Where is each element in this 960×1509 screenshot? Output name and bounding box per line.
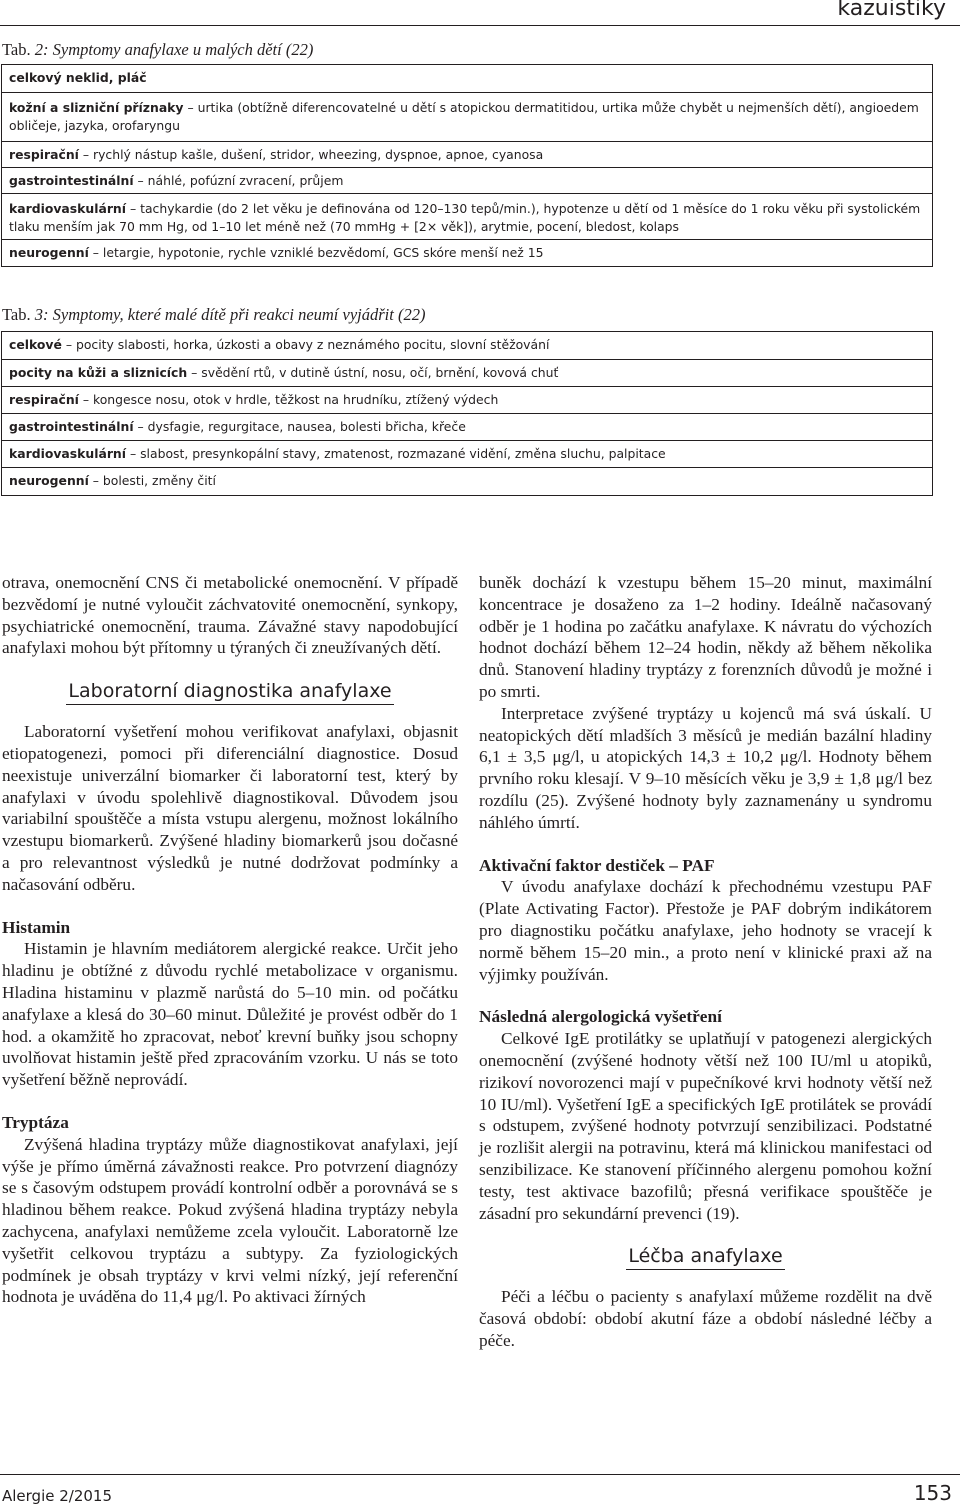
- lab-diagnostics-heading-text: Laboratorní diagnostika anafylaxe: [66, 680, 393, 705]
- table2: [1, 64, 933, 267]
- table3-row-key: gastrointestinální: [9, 419, 134, 434]
- table3-row: [2, 467, 932, 495]
- table2-row: [2, 193, 932, 239]
- table3-row: [2, 386, 932, 413]
- table3-row: [2, 413, 932, 440]
- table3-row-text: – bolesti, změny čití: [88, 473, 216, 488]
- table2-row: [2, 92, 932, 141]
- table3-row-text: – kongesce nosu, otok v hrdle, těžkost na hrudníku, ztížený výdech: [78, 392, 499, 407]
- allergology-heading: Následná alergologická vyšetření: [479, 1007, 722, 1027]
- tryptaza-interpretation-paragraph: Interpretace zvýšené tryptázy u kojenců má svá úskalí. U neatopických dětí mladších 3 měsíců je medián bazální hladiny 6,1 ± 3,5 μg/l, u atopických 14,3 ± 10,2 μg/l. Hodnoty během prvního roku klesají. V 9–10 měsících věku je 3,9 ± 1,8 μg/l bez rozdílu (25). Zvýšené hodnoty byly zaznamenány u syndromu náhlého úmrtí.: [479, 703, 932, 832]
- table3-row: [2, 440, 932, 467]
- table2-row: [2, 167, 932, 193]
- table3-row-key: kardiovaskulární: [9, 446, 127, 461]
- table3-row-key: respirační: [9, 392, 79, 407]
- table3-row-key: pocity na kůži a sliznicích: [9, 365, 188, 380]
- page-number: 153: [913, 1481, 952, 1505]
- table2-row-text: – urtika (obtížně diferencovatelné u dětí s atopickou dermatitidou, urtika může chybět u nejmenších dětí), angioedem obličeje, jazyka, orofaryngu: [9, 100, 919, 133]
- table2-caption: [2, 40, 313, 60]
- table3-row: [2, 359, 932, 386]
- table2-row-text: – letargie, hypotonie, rychle vzniklé bezvědomí, GCS skóre menší než 15: [88, 245, 544, 260]
- right-column: [479, 572, 932, 1352]
- table3-row-text: – pocity slabosti, horka, úzkosti a obavy z neznámého pocitu, slovní stěžování: [61, 337, 550, 352]
- table3: [1, 331, 933, 496]
- histamin-paragraph: Histamin je hlavním mediátorem alergické reakce. Určit jeho hladinu je obtížné z důvodu rychlé metabolizace v organismu. Hladina histaminu v plazmě narůstá do 5–10 min. od počátku anafylaxe a klesá do 30–60 minut. Důležité je provést odběr do 1 hod. a okamžitě ho zpracovat, neboť krevní buňky jsou schopny uvolňovat histamin ještě před zpracováním vzorku. U nás se toto vyšetření běžně neprovádí.: [2, 939, 458, 1090]
- table3-row-text: – dysfagie, regurgitace, nausea, bolesti břicha, křeče: [133, 419, 466, 434]
- table2-row-text: – rychlý nástup kašle, dušení, stridor, wheezing, dyspnoe, apnoe, cyanosa: [78, 147, 544, 162]
- tryptaza-heading: Tryptáza: [2, 1112, 69, 1132]
- tryptaza-paragraph: Zvýšená hladina tryptázy může diagnostikovat anafylaxi, její výše je přímo úměrná závažnosti reakce. Pro potvrzení diagnózy se s časovým odstupem provádí kontrolní odběr a porovnává se s hladinou během reakce. Pokud zvýšená hladina tryptázy nebyla zachycena, anafylaxi nemůžeme zcela vyloučit. Laboratorně lze vyšetřit celkovou tryptázu a subtypy. Za fyziologických podmínek je obsah tryptázy v krvi velmi nízký, její referenční hodnota je uváděna do 11,4 μg/l. Po aktivaci žírných: [2, 1134, 458, 1307]
- table2-row-key: gastrointestinální: [9, 173, 134, 188]
- left-column: [2, 572, 458, 1308]
- table3-row-text: – svědění rtů, v dutině ústní, nosu, očí, brnění, kovová chuť: [187, 365, 559, 380]
- table3-caption-text: 3: Symptomy, které malé dítě při reakci neumí vyjádřit (22): [30, 305, 426, 324]
- table3-row-key: celkové: [9, 337, 62, 352]
- table2-row: [2, 65, 932, 92]
- table2-row-key: kardiovaskulární: [9, 201, 127, 216]
- table2-row-key: celkový neklid, pláč: [9, 70, 147, 85]
- histamin-heading: Histamin: [2, 917, 71, 937]
- table3-caption-prefix: Tab.: [2, 305, 31, 324]
- table2-row-key: respirační: [9, 147, 79, 162]
- table3-row-text: – slabost, presynkopální stavy, zmatenost, rozmazané vidění, změna sluchu, palpitace: [126, 446, 666, 461]
- treatment-paragraph: Péči a léčbu o pacienty s anafylaxí můžeme rozdělit na dvě časová období: období akutní fáze a období následné léčby a péče.: [479, 1287, 932, 1350]
- tryptaza-continued-paragraph: buněk dochází k vzestupu během 15–20 minut, maximální koncentrace je dosaženo za 1–2 hodiny. Ideálně načasovaný odběr je 1 hodina po začátku anafylaxe. K návratu do výchozích hodnot dochází během 12–24 hodin, někdy až během několika dnů. Stanovení hladiny tryptázy z forenzních důvodů je možné i po smrti.: [479, 573, 932, 701]
- table2-row-key: neurogenní: [9, 245, 89, 260]
- header-rule: [0, 25, 960, 26]
- table2-row: [2, 239, 932, 266]
- table3-row-key: neurogenní: [9, 473, 89, 488]
- footer-rule: [0, 1474, 960, 1475]
- table2-row-key: kožní a slizniční příznaky: [9, 100, 184, 115]
- table2-row: [2, 141, 932, 167]
- lab-diagnostics-paragraph: Laboratorní vyšetření mohou verifikovat anafylaxi, objasnit etiopatogenezi, pomoci při diferenciální diagnostice. Dosud neexistuje univerzální biomarker či laboratorní test, který by anafylaxi v úvodu spolehlivě diagnostikoval. Důvodem jsou variabilní spouštěče a místa vstupu alergenu, možnost lokálního vzestupu biomarkerů. Zvýšené hladiny biomarkerů jsou dočasné a pro relevantnost výsledků je nutné dodržovat podmínky a načasování odběru.: [2, 722, 458, 894]
- paf-heading: Aktivační faktor destiček – PAF: [479, 855, 715, 875]
- lab-diagnostics-heading: [2, 679, 458, 703]
- table2-caption-prefix: Tab.: [2, 40, 31, 59]
- intro-paragraph: otrava, onemocnění CNS či metabolické onemocnění. V případě bezvědomí je nutné vyloučit záchvatovité onemocnění, synkopy, psychiatrické onemocnění, trauma. Závažné stavy napodobující anafylaxi mohou být přítomny u týraných či zneužívaných dětí.: [2, 573, 458, 658]
- table3-caption: [2, 305, 425, 325]
- treatment-heading-text: Léčba anafylaxe: [626, 1245, 784, 1270]
- table2-caption-text: 2: Symptomy anafylaxe u malých dětí (22): [30, 40, 314, 59]
- table2-row-text: – tachykardie (do 2 let věku je definována od 120–130 tepů/min.), hypotenze u dětí od 1 měsíce do 1 roku věku při systolickém tlaku menším jak 70 mm Hg, od 1–10 let méně než (70 mmHg + [2× věk]), arytmie, pocení, bledost, kolaps: [9, 201, 921, 234]
- paf-paragraph: V úvodu anafylaxe dochází k přechodnému vzestupu PAF (Plate Activating Factor). Přestože je PAF dobrým indikátorem pro diagnostiku počátku anafylaxe, jeho hodnoty se vracejí k normě během 15–20 min., a proto není v klinické praxi až na výjimky používán.: [479, 877, 932, 984]
- section-label: kazuistiky: [837, 0, 946, 21]
- allergology-paragraph: Celkové IgE protilátky se uplatňují v patogenezi alergických onemocnění (zvýšené hodnoty větší než 100 IU/ml u atopiků, rizikoví novorozenci mají v pupečníkové krvi hodnoty větší než 10 IU/ml). Vyšetření IgE a specifických IgE protilátek se provádí s odstupem, zvýšené hodnoty potvrzují senzibilizaci. Podstatné je rozlišit alergii na potravinu, která má klinickou manifestaci od senzibilizace. Ke stanovení příčinného alergenu pomohou kožní testy, test aktivace bazofilů; přesná verifikace spouštěče je zásadní pro sekundární prevenci (19).: [479, 1029, 932, 1223]
- table3-row: [2, 332, 932, 359]
- table2-row-text: – náhlé, pofúzní zvracení, průjem: [133, 173, 344, 188]
- journal-issue: Alergie 2/2015: [2, 1487, 113, 1505]
- treatment-heading: [479, 1244, 932, 1268]
